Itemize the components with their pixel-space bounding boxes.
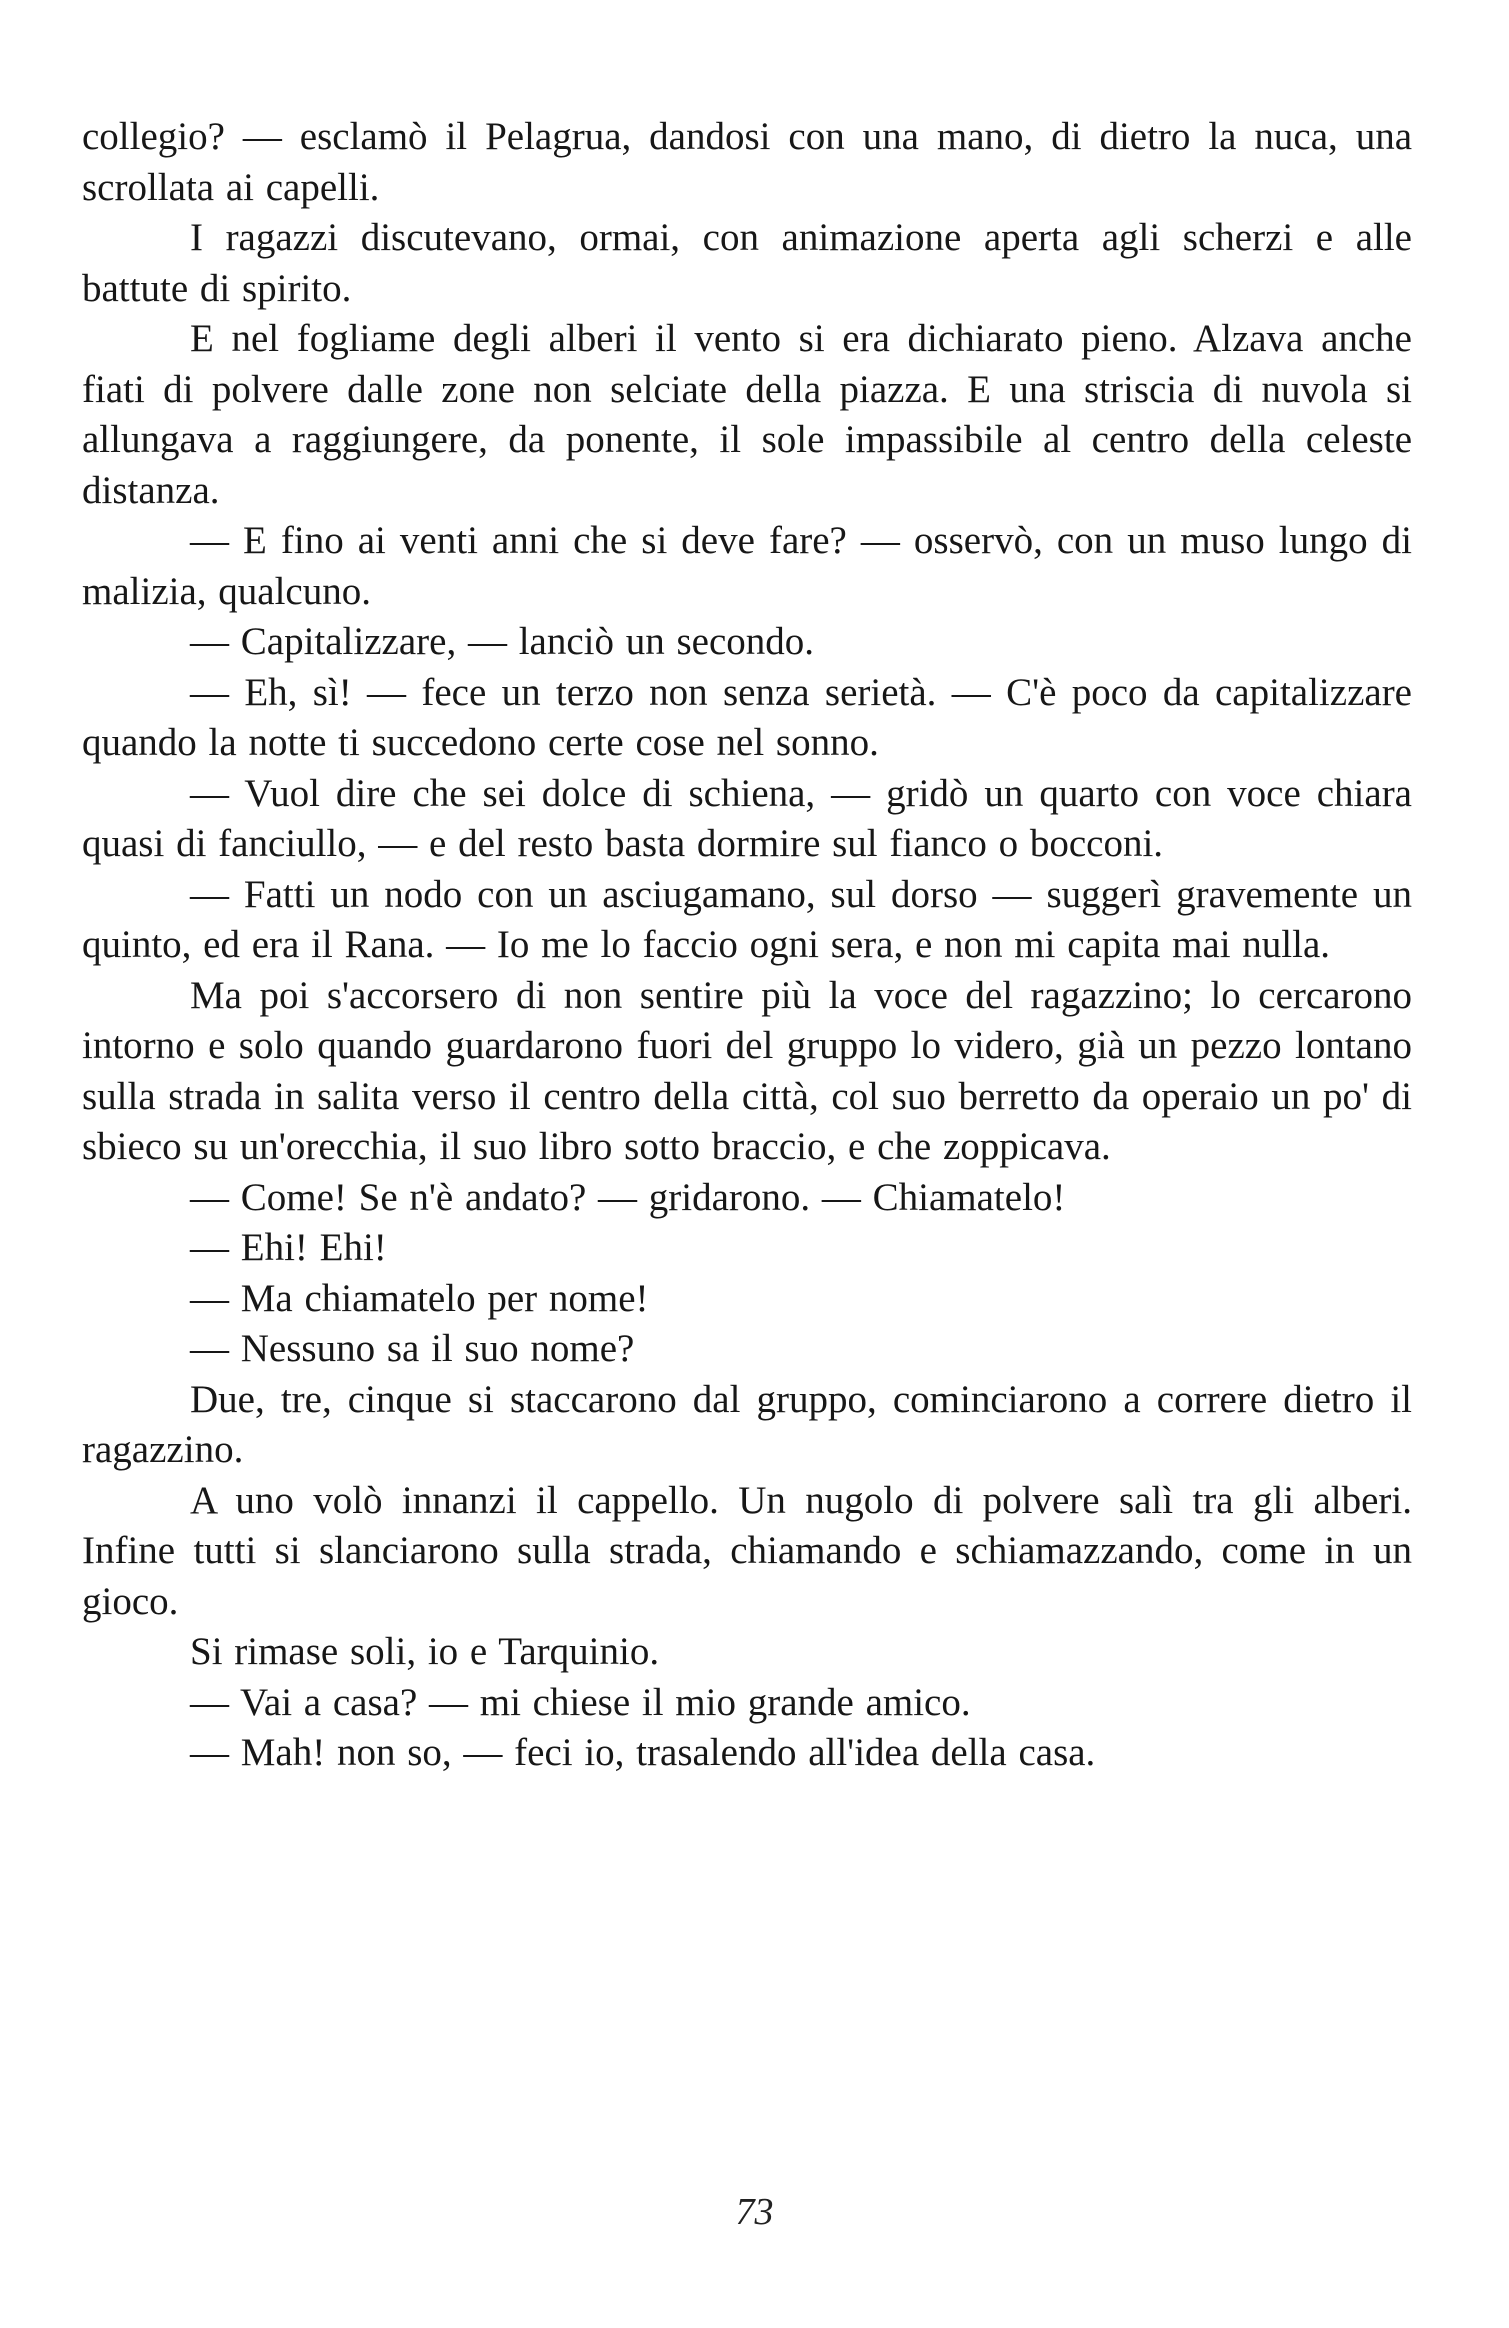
dialogue-line: — Ehi! Ehi! [190, 1226, 387, 1269]
dialogue-line: — Mah! non so, — feci io, trasalendo all'idea della casa. [190, 1731, 1096, 1774]
paragraph: E nel fogliame degli alberi il vento si era dichiarato pieno. Alzava anche fiati di polvere dalle zone non selciate della piazza. E una striscia di nuvola si allungava a raggiungere, da ponente, il sole impassibile al centro della celeste distanza. [82, 317, 1412, 512]
paragraph: Si rimase soli, io e Tarquinio. [190, 1630, 660, 1673]
dialogue-line: — Vuol dire che sei dolce di schiena, — gridò un quarto con voce chiara quasi di fanciullo, — e del resto basta dormire sul fianco o bocconi. [82, 771, 1412, 865]
dialogue-line: — Vai a casa? — mi chiese il mio grande amico. [190, 1680, 971, 1724]
dialogue-line: — Capitalizzare, — lanciò un secondo. [190, 620, 815, 663]
page-number: 73 [735, 2191, 774, 2233]
paragraph: I ragazzi discutevano, ormai, con animazione aperta agli scherzi e alle battute di spirito. [82, 216, 1412, 310]
paragraph: collegio? — esclamò il Pelagrua, dandosi con una mano, di dietro la nuca, una scrollata ai capelli. [82, 115, 1412, 209]
page-body-text [82, 112, 1412, 1779]
paragraph: Ma poi s'accorsero di non sentire più la voce del ragazzino; lo cercarono intorno e solo quando guardarono fuori del gruppo lo videro, già un pezzo lontano sulla strada in salita verso il centro della città, col suo berretto da operaio un po' di sbieco su un'orecchia, il suo libro sotto braccio, e che zoppicava. [82, 973, 1412, 1168]
dialogue-line: — Eh, sì! — fece un terzo non senza serietà. — C'è poco da capitalizzare quando la notte ti succedono certe cose nel sonno. [82, 670, 1412, 764]
dialogue-line: — Fatti un nodo con un asciugamano, sul dorso — suggerì gravemente un quinto, ed era il Rana. — Io me lo faccio ogni sera, e non mi capita mai nulla. [82, 872, 1412, 966]
paragraph: Due, tre, cinque si staccarono dal gruppo, cominciarono a correre dietro il ragazzino. [82, 1377, 1412, 1471]
dialogue-line: — Nessuno sa il suo nome? [190, 1327, 635, 1370]
paragraph: A uno volò innanzi il cappello. Un nugolo di polvere salì tra gli alberi. Infine tutti si slanciarono sulla strada, chiamando e schiamazzando, come in un gioco. [82, 1478, 1412, 1623]
dialogue-line: — Ma chiamatelo per nome! [190, 1276, 649, 1320]
dialogue-line: — Come! Se n'è andato? — gridarono. — Chiamatelo! [190, 1175, 1066, 1219]
dialogue-line: — E fino ai venti anni che si deve fare? — osservò, con un muso lungo di malizia, qualcuno. [82, 519, 1412, 613]
